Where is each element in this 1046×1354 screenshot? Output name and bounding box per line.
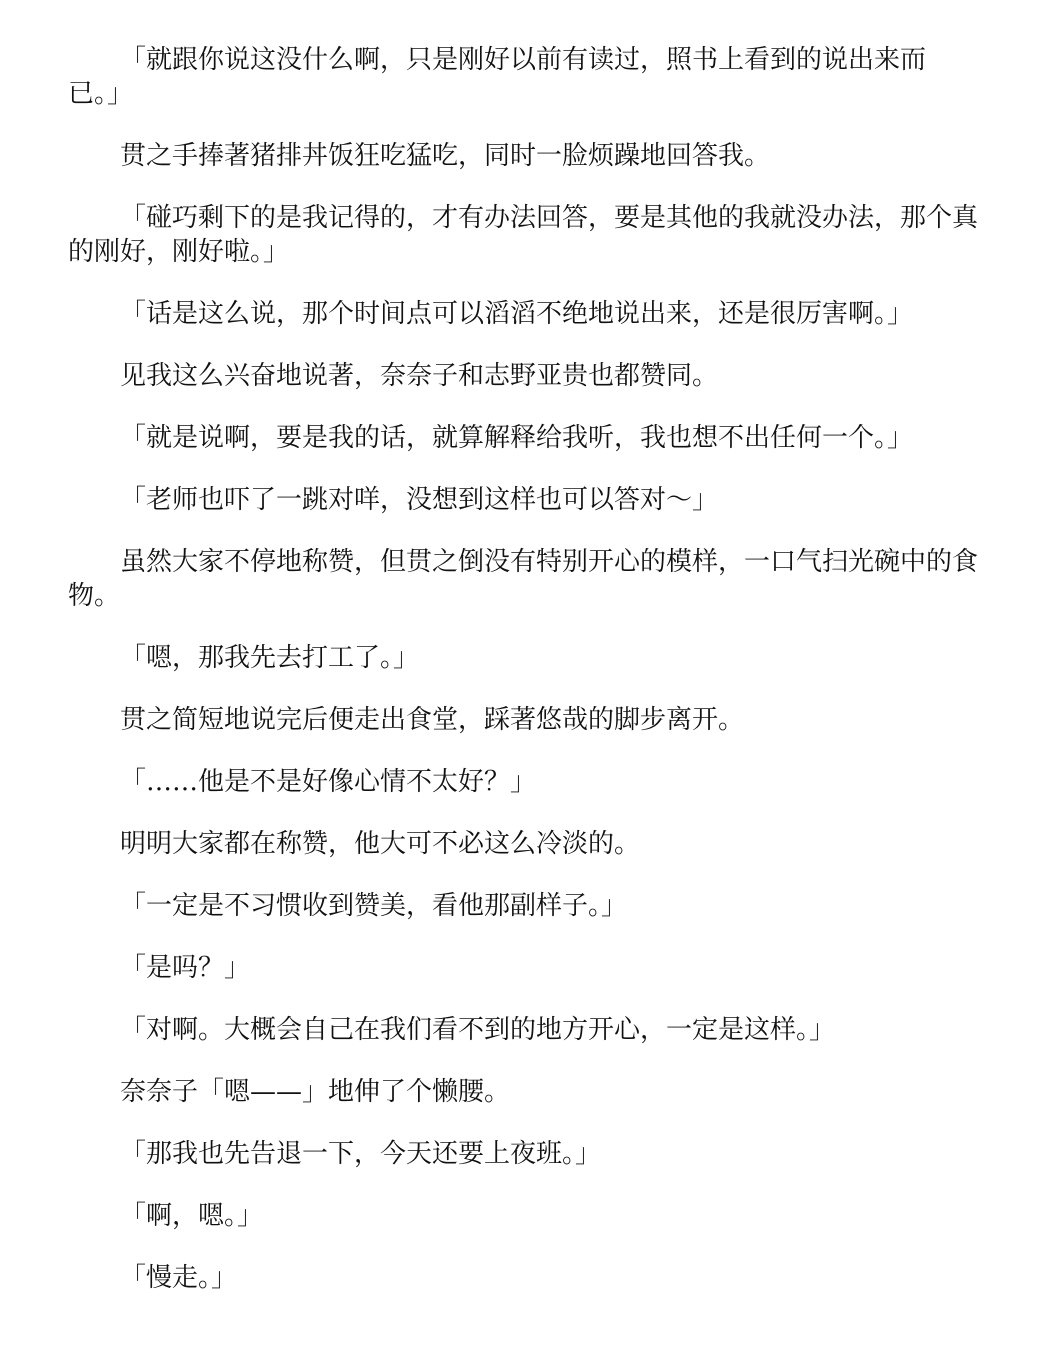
paragraph: 「啊，嗯。」 (120, 1201, 264, 1231)
paragraph: 虽然大家不停地称赞，但贯之倒没有特别开心的模样，一口气扫光碗中的食物。 (68, 547, 979, 611)
paragraph: 贯之简短地说完后便走出食堂，踩著悠哉的脚步离开。 (120, 705, 745, 735)
paragraph: 「话是这么说，那个时间点可以滔滔不绝地说出来，还是很厉害啊。」 (120, 299, 914, 329)
document-page (68, 43, 978, 1295)
paragraph: 「是吗？」 (120, 953, 251, 983)
paragraph: 贯之手捧著猪排丼饭狂吃猛吃，同时一脸烦躁地回答我。 (120, 141, 771, 171)
paragraph: 明明大家都在称赞，他大可不必这么冷淡的。 (120, 829, 641, 859)
paragraph: 见我这么兴奋地说著，奈奈子和志野亚贵也都赞同。 (120, 361, 719, 391)
paragraph: 「老师也吓了一跳对咩，没想到这样也可以答对～」 (120, 485, 719, 515)
paragraph: 「慢走。」 (120, 1263, 238, 1293)
paragraph: 「……他是不是好像心情不太好？」 (120, 767, 537, 797)
paragraph: 奈奈子「嗯——」地伸了个懒腰。 (120, 1077, 511, 1107)
paragraph: 「对啊。大概会自己在我们看不到的地方开心，一定是这样。」 (120, 1015, 836, 1045)
paragraph: 「那我也先告退一下，今天还要上夜班。」 (120, 1139, 602, 1169)
paragraph: 「碰巧剩下的是我记得的，才有办法回答，要是其他的我就没办法，那个真的刚好，刚好啦。」 (68, 203, 979, 267)
paragraph: 「嗯，那我先去打工了。」 (120, 643, 420, 673)
paragraph: 「就跟你说这没什么啊，只是刚好以前有读过，照书上看到的说出来而已。」 (68, 45, 927, 109)
paragraph: 「一定是不习惯收到赞美，看他那副样子。」 (120, 891, 628, 921)
paragraph: 「就是说啊，要是我的话，就算解释给我听，我也想不出任何一个。」 (120, 423, 914, 453)
